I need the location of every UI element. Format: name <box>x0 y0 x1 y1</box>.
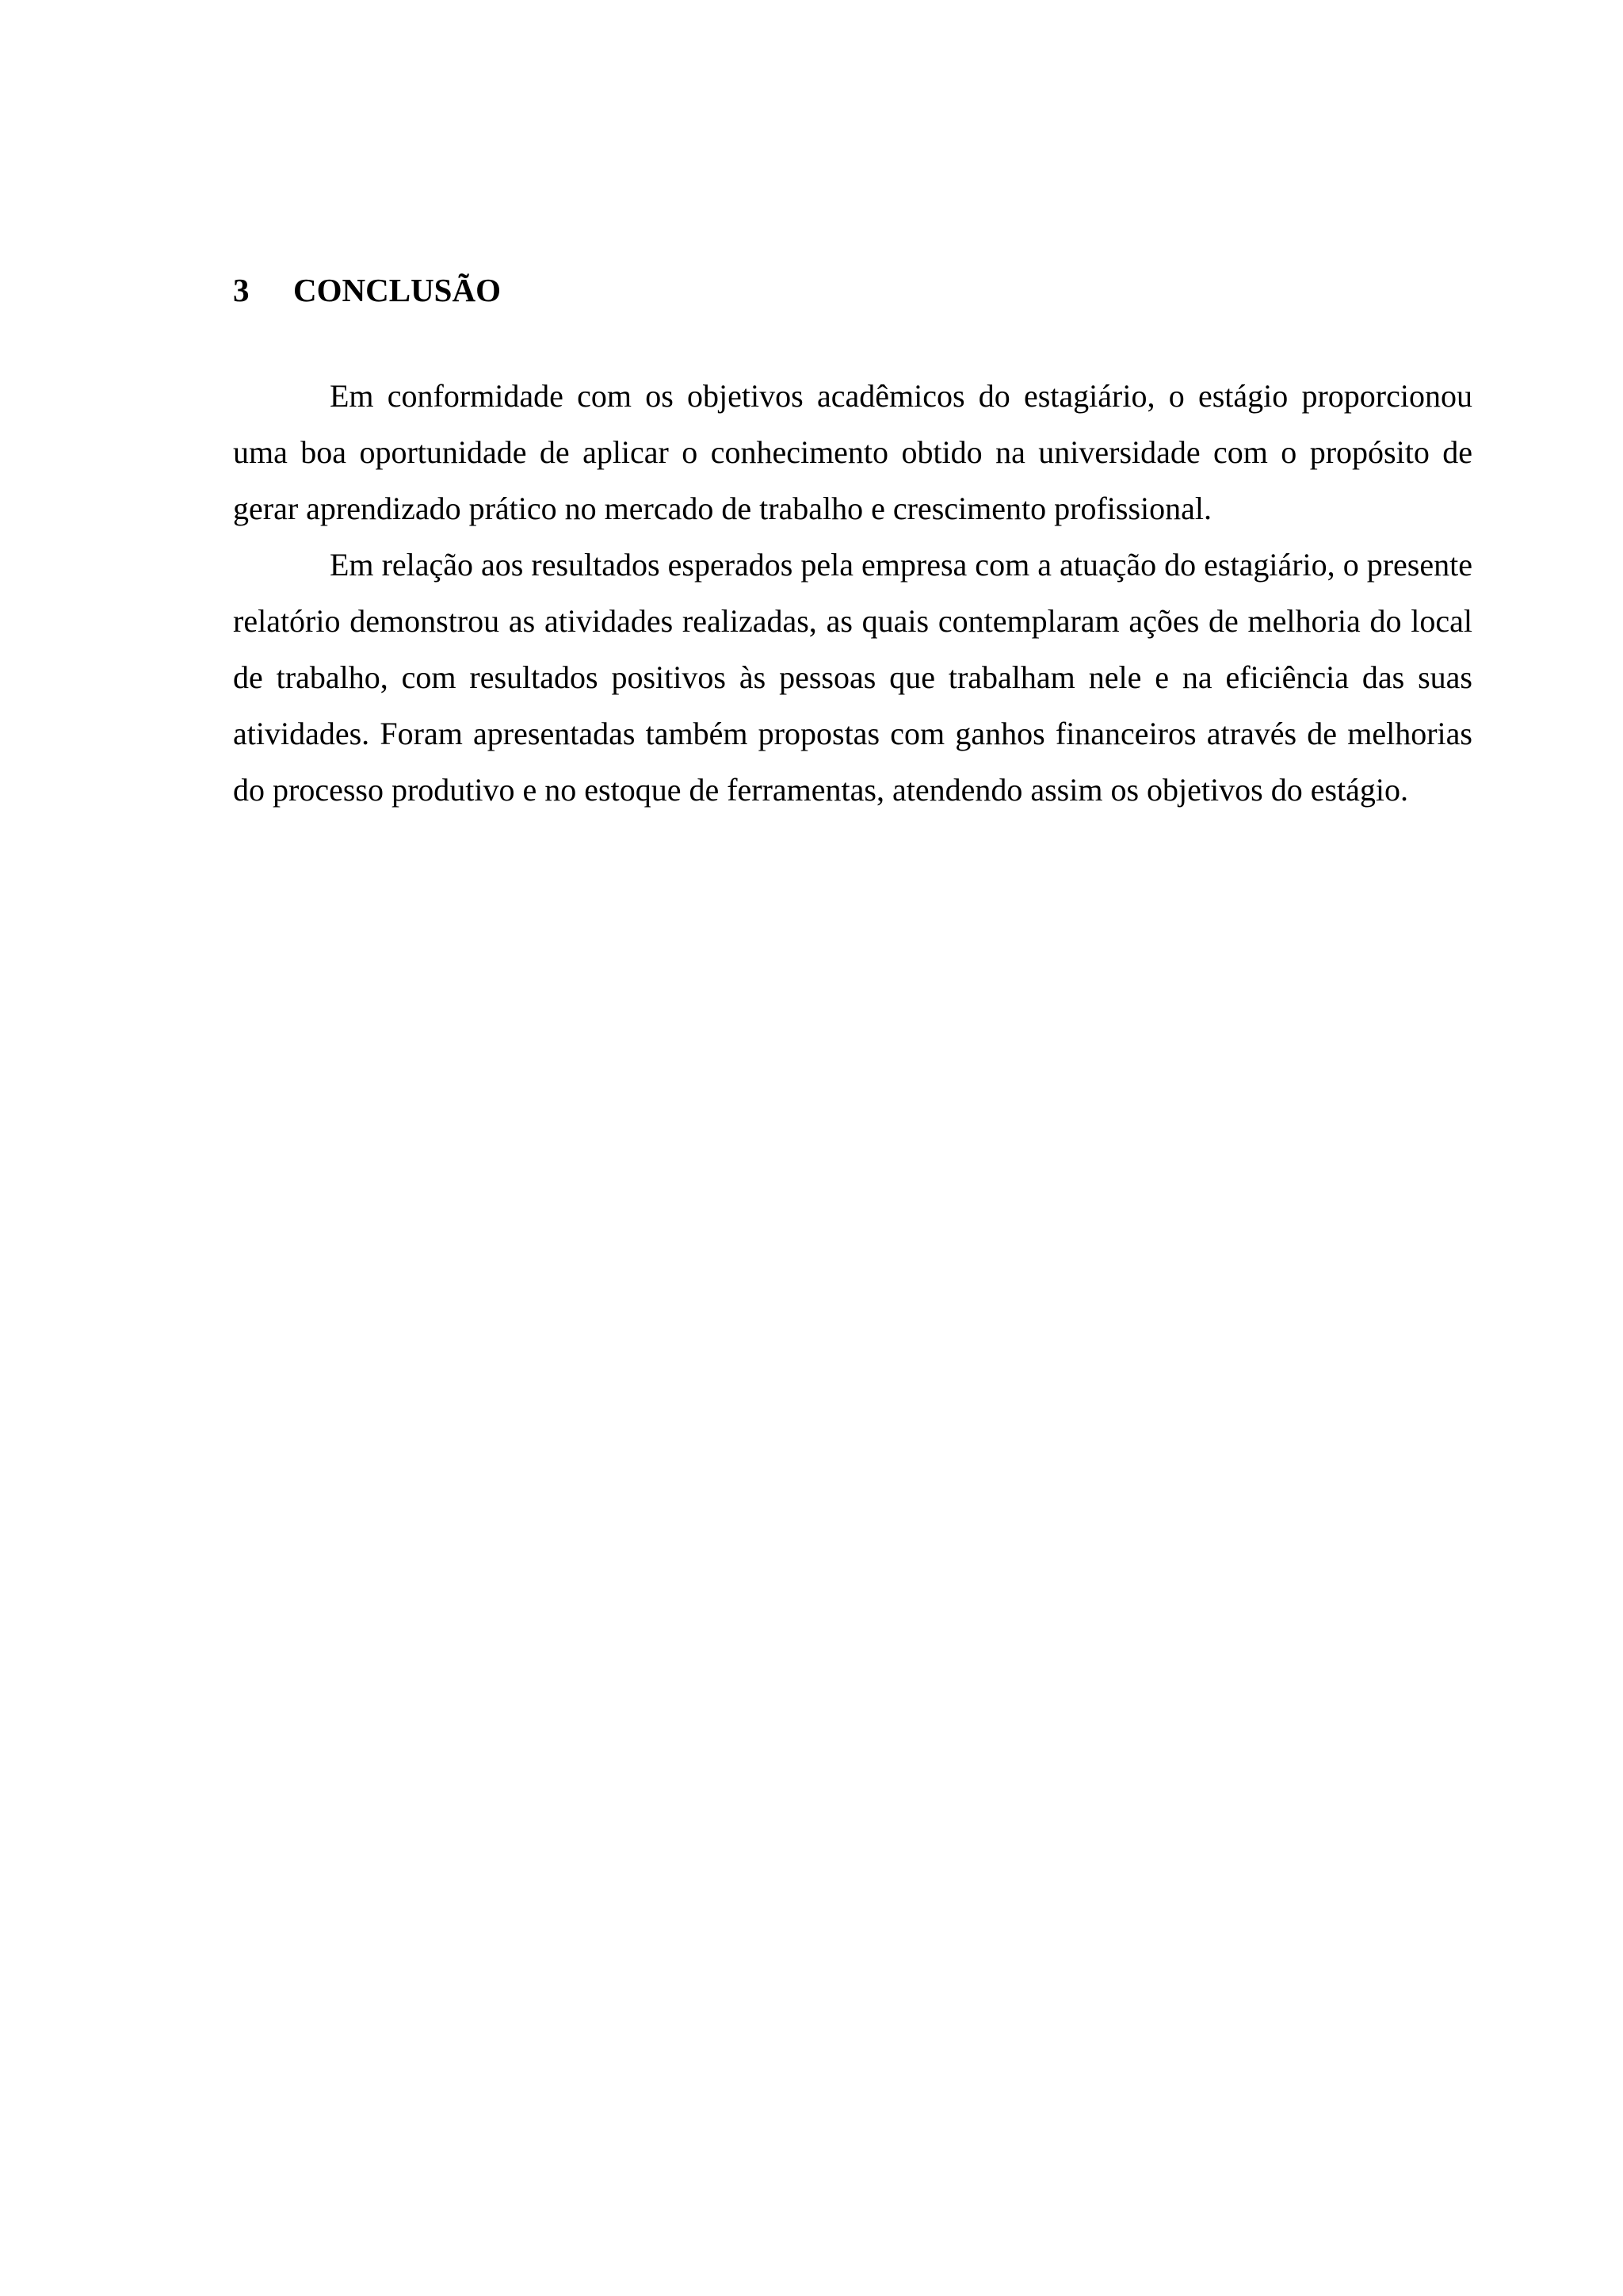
section-body <box>233 368 1472 818</box>
paragraph: Em conformidade com os objetivos acadêmicos do estagiário, o estágio proporcionou uma boa oportunidade de aplicar o conhecimento obtido na universidade com o propósito de gerar aprendizado prático no mercado de trabalho e crescimento profissional. <box>233 378 1472 526</box>
page-content <box>233 266 1472 818</box>
section-title: CONCLUSÃO <box>293 272 501 308</box>
paragraph: Em relação aos resultados esperados pela empresa com a atuação do estagiário, o presente relatório demonstrou as atividades realizadas, as quais contemplaram ações de melhoria do local de trabalho, com resultados positivos às pessoas que trabalham nele e na eficiência das suas atividades. Foram apresentadas também propostas com ganhos financeiros através de melhorias do processo produtivo e no estoque de ferramentas, atendendo assim os objetivos do estágio. <box>233 547 1472 808</box>
section-heading <box>233 266 1472 314</box>
section-number: 3 <box>233 272 250 308</box>
